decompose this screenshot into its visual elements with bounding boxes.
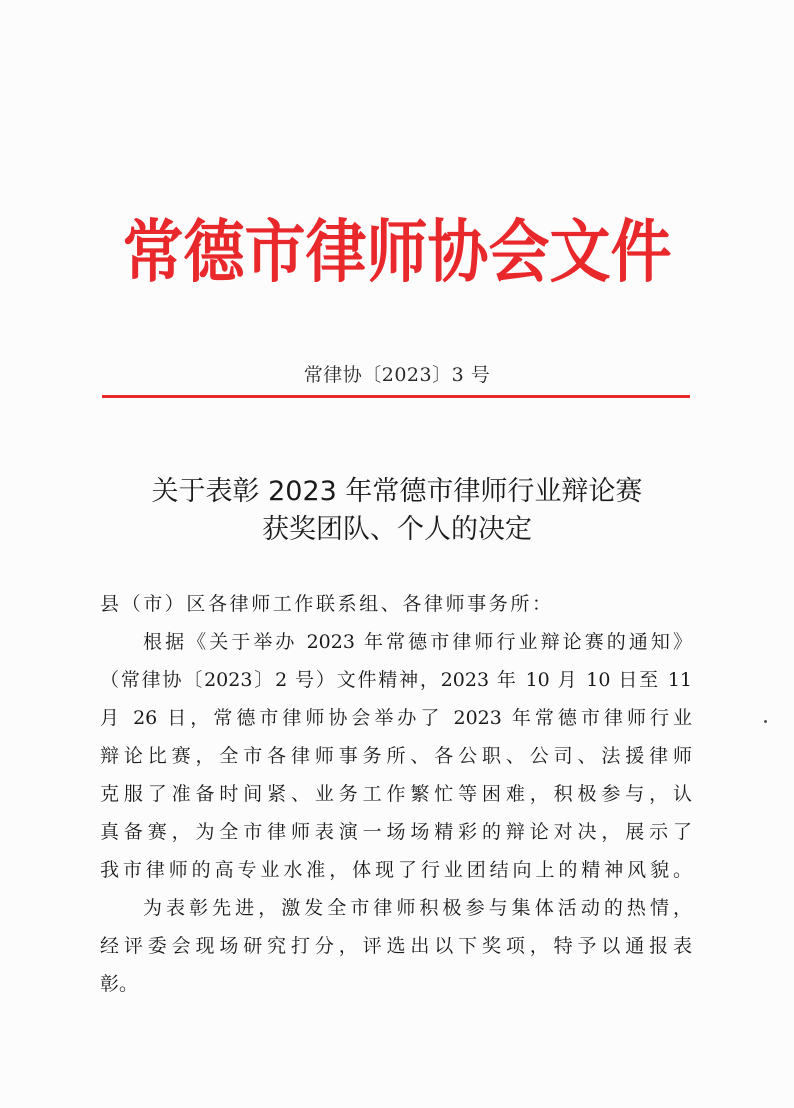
salutation: 县（市）区各律师工作联系组、各律师事务所： [100, 593, 554, 615]
paragraph-1-line-5: 克服了准备时间紧、业务工作繁忙等困难，积极参与，认 [100, 783, 692, 805]
red-separator-line [102, 395, 690, 398]
paragraph-1-line-7: 我市律师的高专业水准，体现了行业团结向上的精神风貌。 [100, 859, 692, 881]
paragraph-1-line-2: （常律协〔2023〕2 号）文件精神，2023 年 10 月 10 日至 11 [100, 669, 692, 691]
paragraph-1-line-3: 月 26 日，常德市律师协会举办了 2023 年常德市律师行业 [100, 707, 692, 729]
paragraph-1-line-6: 真备赛，为全市律师表演一场场精彩的辩论对决，展示了 [100, 821, 692, 843]
paragraph-2-line-2: 经评委会现场研究打分，评选出以下奖项，特予以通报表 [100, 935, 692, 957]
scan-speck [764, 720, 767, 723]
document-number: 常律协〔2023〕3 号 [303, 364, 491, 386]
paragraph-2-line-3: 彰。 [100, 973, 139, 995]
document-masthead: 常德市律师协会文件 [122, 212, 672, 293]
paragraph-1-line-1: 根据《关于举办 2023 年常德市律师行业辩论赛的通知》 [143, 631, 692, 653]
document-title-line-1: 关于表彰 2023 年常德市律师行业辩论赛 [151, 476, 643, 507]
document-title-line-2: 获奖团队、个人的决定 [262, 514, 532, 545]
paragraph-1-line-4: 辩论比赛，全市各律师事务所、各公职、公司、法援律师 [100, 745, 692, 767]
paragraph-2-line-1: 为表彰先进，激发全市律师积极参与集体活动的热情， [143, 897, 692, 919]
